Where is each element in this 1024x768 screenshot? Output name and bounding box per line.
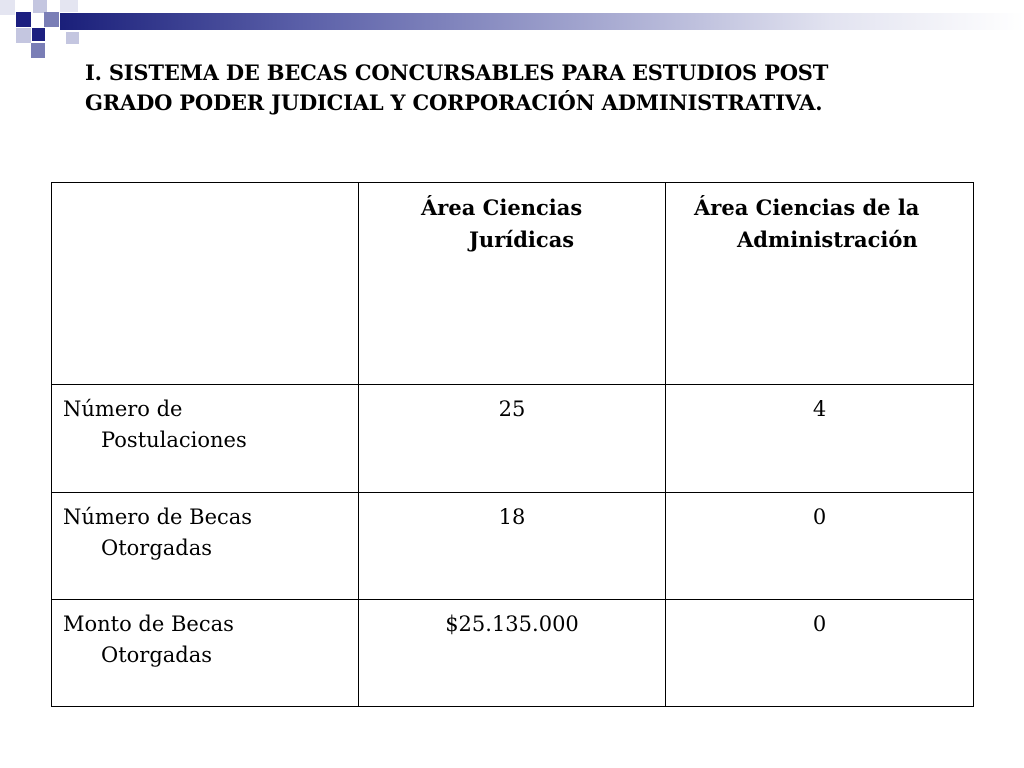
value-cell-juridicas: 25 (359, 385, 666, 493)
banner-square (16, 12, 31, 27)
decorative-banner (0, 0, 1024, 64)
banner-square (60, 0, 78, 12)
banner-square (0, 0, 15, 15)
banner-square (66, 32, 79, 44)
row-label-cell (52, 385, 359, 493)
value-cell-juridicas: $25.135.000 (359, 600, 666, 707)
title-line-1: I. SISTEMA DE BECAS CONCURSABLES PARA ESTUDIOS POST (85, 60, 829, 85)
row-label-line-2: Otorgadas (101, 643, 213, 667)
table-row (52, 385, 974, 493)
value-cell-administracion: 4 (666, 385, 974, 493)
banner-square (16, 28, 31, 43)
row-label-line-1: Número de Becas (63, 505, 253, 529)
value-cell-juridicas: 18 (359, 493, 666, 600)
table-row (52, 600, 974, 707)
title-line-2: GRADO PODER JUDICIAL Y CORPORACIÓN ADMINISTRATIVA. (85, 90, 823, 115)
header-cell-empty (52, 183, 359, 385)
page-title (85, 58, 985, 118)
header-juridicas-line-1: Área Ciencias (421, 195, 583, 220)
header-juridicas-line-2: Jurídicas (469, 227, 575, 252)
value-cell-administracion: 0 (666, 493, 974, 600)
banner-square (31, 43, 45, 58)
scholarship-table (51, 182, 974, 707)
row-label-line-2: Postulaciones (101, 428, 247, 452)
value-cell-administracion: 0 (666, 600, 974, 707)
header-cell-juridicas (359, 183, 666, 385)
table-header-row (52, 183, 974, 385)
row-label-line-1: Número de (63, 397, 183, 421)
row-label-line-2: Otorgadas (101, 536, 213, 560)
table-row (52, 493, 974, 600)
row-label-line-1: Monto de Becas (63, 612, 234, 636)
banner-gradient-bar (60, 13, 1024, 30)
row-label-cell (52, 493, 359, 600)
row-label-cell (52, 600, 359, 707)
banner-square (44, 12, 59, 27)
banner-square (32, 28, 45, 41)
header-administracion-line-2: Administración (737, 227, 918, 252)
header-cell-administracion (666, 183, 974, 385)
header-administracion-line-1: Área Ciencias de la (694, 195, 920, 220)
